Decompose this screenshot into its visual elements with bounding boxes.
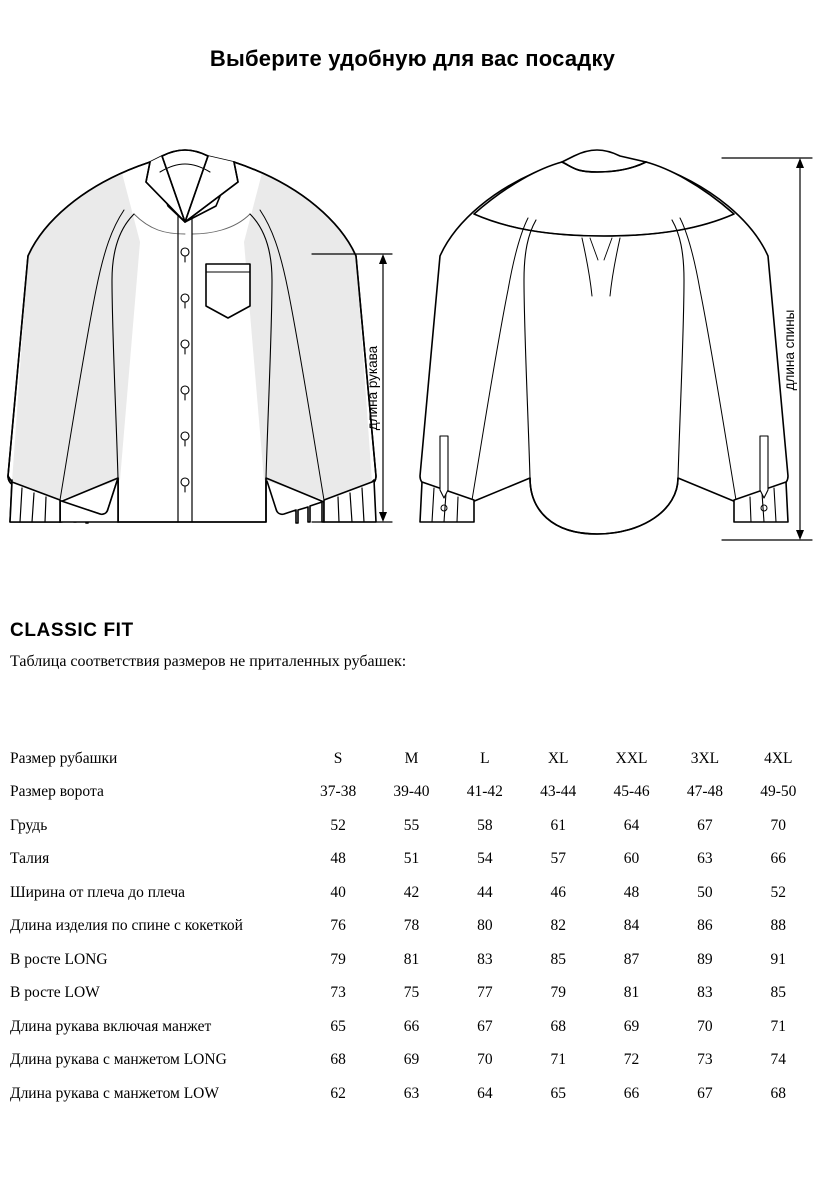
cell: 55 [403,816,420,834]
row-label: Длина рукава с манжетом LOW [10,1084,220,1102]
cell: 75 [403,984,420,1002]
row-label: Длина рукава с манжетом LONG [10,1051,227,1069]
cell: 78 [403,917,420,935]
table-header-label: Размер рубашки [10,749,118,767]
cell: 80 [477,917,493,935]
table-row [10,1044,815,1078]
shirt-illustrations [0,110,825,570]
cell: 70 [477,1051,493,1069]
cell: 88 [770,917,787,935]
cell: 47-48 [686,783,723,801]
cell: 69 [623,1017,640,1035]
cell: 67 [697,816,713,834]
cell: 81 [623,984,640,1002]
cell: 39-40 [393,783,430,801]
row-label: Талия [10,850,50,868]
table-row [10,977,815,1011]
table-row [10,943,815,977]
cell: 54 [477,850,493,868]
table-row [10,1077,815,1111]
cell: 60 [623,850,640,868]
cell: 44 [477,883,493,901]
cell: 50 [697,883,713,901]
table-row [10,843,815,877]
cell: 51 [403,850,420,868]
table-column-l: L [480,749,490,767]
cell: 86 [697,917,713,935]
cell: 81 [403,950,420,968]
cell: 67 [477,1017,493,1035]
table-row [10,876,815,910]
table-row [10,809,815,843]
cell: 48 [623,883,640,901]
cell: 70 [697,1017,713,1035]
cell: 71 [770,1017,787,1035]
cell: 82 [550,917,566,935]
cell: 71 [550,1051,566,1069]
cell: 37-38 [320,783,357,801]
table-column-3xl: 3XL [690,749,720,767]
table-row [10,1010,815,1044]
cell: 89 [697,950,713,968]
cell: 62 [330,1084,346,1102]
row-label: В росте LONG [10,950,108,968]
cell: 63 [697,850,713,868]
table-row [10,776,815,810]
cell: 41-42 [466,783,503,801]
page-title: Выберите удобную для вас посадку [209,46,616,71]
cell: 68 [550,1017,566,1035]
table-column-4xl: 4XL [764,749,793,767]
cell: 85 [770,984,787,1002]
cell: 65 [330,1017,346,1035]
cell: 52 [330,816,346,834]
cell: 61 [550,816,566,834]
cell: 87 [623,950,640,968]
cell: 48 [330,850,346,868]
row-label: В росте LOW [10,984,100,1002]
table-column-s: S [333,749,343,767]
cell: 66 [623,1084,640,1102]
cell: 73 [330,984,346,1002]
cell: 58 [477,816,493,834]
cell: 46 [550,883,566,901]
fit-name: CLASSIC FIT [10,620,134,641]
svg-text:длина рукава: длина рукава [365,345,380,431]
cell: 77 [477,984,493,1002]
row-label: Грудь [10,816,48,834]
table-column-xxl: XXL [615,749,648,767]
cell: 73 [697,1051,713,1069]
cell: 40 [330,883,346,901]
cell: 45-46 [613,783,650,801]
cell: 67 [697,1084,713,1102]
table-row [10,910,815,944]
size-table [10,742,815,1111]
cell: 52 [770,883,787,901]
cell: 84 [623,917,640,935]
cell: 42 [403,883,420,901]
table-column-m: M [404,749,419,767]
shirt-front-illustration [8,150,376,523]
svg-text:длина спины: длина спины [782,309,797,391]
cell: 91 [770,950,787,968]
cell: 72 [623,1051,640,1069]
row-label: Длина изделия по спине с кокеткой [10,917,243,935]
cell: 74 [770,1051,787,1069]
table-header-row [10,742,815,776]
cell: 79 [330,950,346,968]
cell: 68 [330,1051,346,1069]
cell: 79 [550,984,566,1002]
cell: 64 [623,816,640,834]
cell: 83 [477,950,493,968]
cell: 63 [403,1084,420,1102]
cell: 66 [770,850,787,868]
cell: 43-44 [540,783,577,801]
row-label: Ширина от плеча до плеча [10,883,186,901]
cell: 66 [403,1017,420,1035]
cell: 70 [770,816,787,834]
cell: 68 [770,1084,787,1102]
row-label: Размер ворота [10,783,104,801]
cell: 69 [403,1051,420,1069]
cell: 49-50 [760,783,797,801]
table-column-xl: XL [547,749,569,767]
cell: 65 [550,1084,566,1102]
cell: 83 [697,984,713,1002]
shirt-back-illustration [420,150,788,534]
row-label: Длина рукава включая манжет [10,1017,212,1035]
cell: 76 [330,917,346,935]
fit-description: Таблица соответствия размеров не приталенных рубашек: [10,653,407,670]
cell: 85 [550,950,566,968]
cell: 64 [477,1084,493,1102]
cell: 57 [550,850,566,868]
